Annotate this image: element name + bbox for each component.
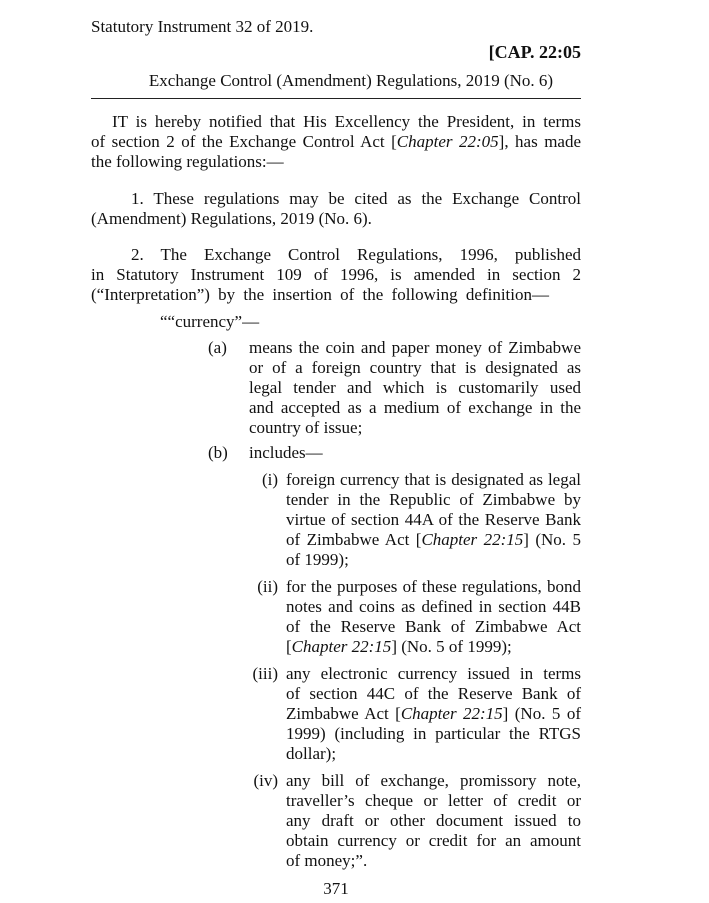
paragraph-a-line-5: country of issue;: [249, 418, 363, 437]
subparagraph-iv-line-1: any bill of exchange, promissory note,: [286, 771, 581, 790]
subparagraph-i-line-1: foreign currency that is designated as legal: [286, 470, 581, 489]
subparagraph-iii-line-3: Zimbabwe Act [Chapter 22:15] (No. 5 of: [286, 704, 581, 723]
regulation-2-line-2: in Statutory Instrument 109 of 1996, is amended in section 2: [91, 265, 581, 284]
document-title: Exchange Control (Amendment) Regulations, 2019 (No. 6): [148, 71, 554, 90]
paragraph-a-line-4: and accepted as a medium of exchange in the: [249, 398, 581, 417]
subparagraph-i-label: (i): [261, 470, 278, 489]
subparagraph-iii-line-5: dollar);: [286, 744, 337, 763]
regulation-2-line-3: (“Interpretation”) by the insertion of the following definition—: [91, 285, 549, 304]
subparagraph-i-line-3: virtue of section 44A of the Reserve Bank: [286, 510, 581, 529]
subparagraph-i-line-4: of Zimbabwe Act [Chapter 22:15] (No. 5: [286, 530, 581, 549]
subparagraph-iv-line-3: any draft or other document issued to: [286, 811, 581, 830]
subparagraph-iv-line-5: of money;”.: [286, 851, 368, 870]
subparagraph-iii-line-2: of section 44C of the Reserve Bank of: [286, 684, 581, 703]
page-number: 371: [323, 879, 349, 898]
regulation-1-line-2: (Amendment) Regulations, 2019 (No. 6).: [91, 209, 372, 228]
subparagraph-ii-line-2: notes and coins as defined in section 44B: [286, 597, 581, 616]
chapter-reference: [CAP. 22:05: [488, 42, 581, 62]
paragraph-a-line-3: legal tender and which is customarily used: [249, 378, 581, 397]
preamble-line-2: of section 2 of the Exchange Control Act [Chapter 22:05], has made: [91, 132, 582, 151]
instrument-number: Statutory Instrument 32 of 2019.: [91, 17, 314, 36]
definition-term: ““currency”—: [160, 312, 260, 331]
subparagraph-ii-label: (ii): [257, 577, 278, 596]
subparagraph-iv-line-2: traveller’s cheque or letter of credit or: [286, 791, 581, 810]
subparagraph-iii-line-1: any electronic currency issued in terms: [286, 664, 581, 683]
subparagraph-ii-line-4: [Chapter 22:15] (No. 5 of 1999);: [286, 637, 512, 656]
paragraph-b-text: includes—: [249, 443, 323, 462]
subparagraph-iv-label: (iv): [253, 771, 278, 790]
subparagraph-iv-line-4: obtain currency or credit for an amount: [286, 831, 581, 850]
regulation-1-line-1: 1. These regulations may be cited as the Exchange Control: [131, 189, 581, 208]
subparagraph-i-line-5: of 1999);: [286, 550, 349, 569]
paragraph-a-line-1: means the coin and paper money of Zimbabwe: [249, 338, 581, 357]
paragraph-a-line-2: or of a foreign country that is designated as: [249, 358, 581, 377]
subparagraph-ii-line-3: of the Reserve Bank of Zimbabwe Act: [286, 617, 581, 636]
header-rule: [91, 98, 581, 99]
subparagraph-i-line-2: tender in the Republic of Zimbabwe by: [286, 490, 581, 509]
preamble-line-3: the following regulations:—: [91, 152, 284, 171]
subparagraph-ii-line-1: for the purposes of these regulations, bond: [286, 577, 581, 596]
preamble-line-1: IT is hereby notified that His Excellency the President, in terms: [112, 112, 581, 131]
regulation-2-line-1: 2. The Exchange Control Regulations, 1996, published: [131, 245, 581, 264]
subparagraph-iii-label: (iii): [252, 664, 278, 683]
paragraph-a-label: (a): [208, 338, 227, 357]
subparagraph-iii-line-4: 1999) (including in particular the RTGS: [286, 724, 581, 743]
paragraph-b-label: (b): [208, 443, 228, 462]
